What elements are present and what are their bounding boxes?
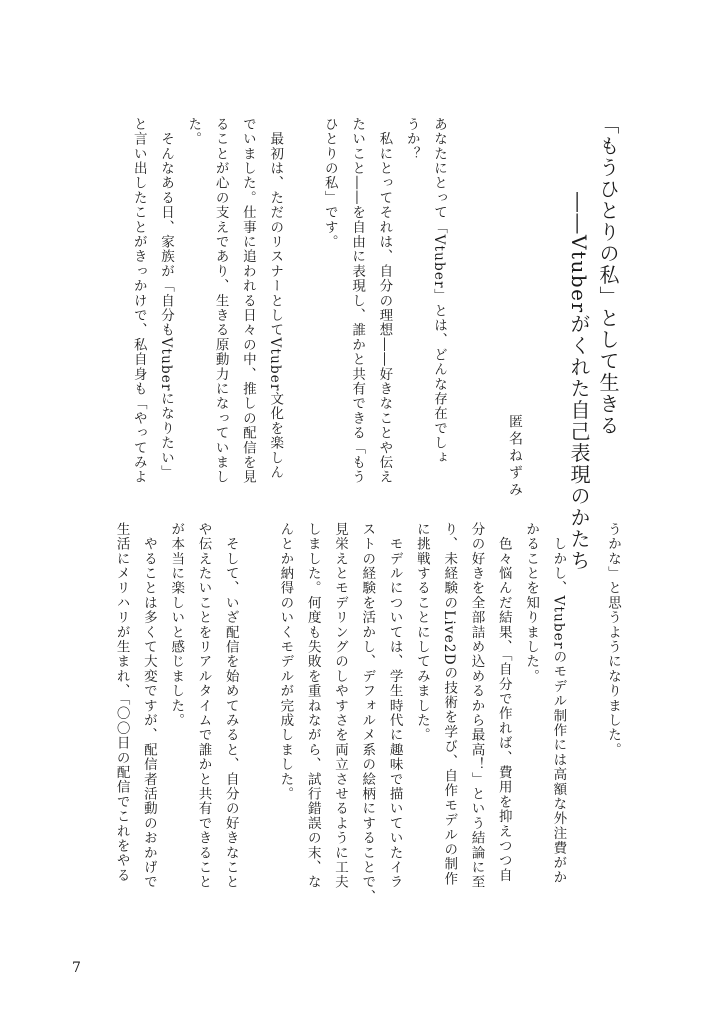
text-column: が本当に楽しいと感じました。	[168, 522, 185, 728]
text-column: ひとりの私」です。	[321, 117, 338, 250]
text-column: 見栄えとモデリングのしやすさを両立させるように工夫	[332, 522, 348, 890]
title-line-2: ――Vtuberがくれた自己表現のかたち	[567, 192, 591, 572]
text-column: そんなある日、家族が「自分もVtuberになりたい」	[158, 117, 174, 480]
author-name: 匿名ねずみ	[507, 414, 523, 499]
text-column: んとか納得のいくモデルが完成しました。	[277, 522, 294, 802]
text-column: 私にとってそれは、自分の理想――好きなことや伝え	[376, 117, 393, 485]
text-column: 色々悩んだ結果、「自分で作れば、費用を抑えつつ自	[495, 522, 512, 883]
text-column: モデルについては、学生時代に趣味で描いていたイラ	[386, 522, 403, 890]
text-column: でいました。仕事に追われる日々の中、推しの配信を見	[239, 117, 256, 485]
text-column: そして、いざ配信を始めてみると、自分の好きなこと	[222, 522, 239, 890]
title-line-1: 「もうひとりの私」として生きる	[596, 114, 620, 437]
text-column: うか？	[403, 117, 420, 162]
text-column: 分の好きを全部詰め込めるから最高！」という結論に至	[468, 522, 485, 890]
text-column: あなたにとって「Vtuber」とは、どんな存在でしょ	[431, 117, 447, 466]
text-column: かることを知りました。	[523, 522, 540, 684]
text-column: 生活にメリハリが生まれ、「〇〇日の配信でこれをやる	[113, 522, 130, 883]
text-column: たいこと――を自由に表現し、誰かと共有できる「もう	[349, 117, 366, 485]
text-column: しかし、Vtuberのモデル制作には高額な外注費がか	[550, 522, 567, 885]
page-number: 7	[72, 960, 81, 976]
text-column: と言い出したことがきっかけで、私自身も「やってみよ	[130, 117, 147, 485]
text-column: しました。何度も失敗を重ねながら、試行錯誤の末、な	[304, 522, 321, 890]
text-column: 最初は、ただのリスナーとしてVtuber文化を楽しん	[267, 117, 284, 480]
text-column: やることは多くて大変ですが、配信者活動のおかげで	[140, 522, 157, 890]
text-column: り、未経験のLive2Dの技術を学び、自作モデルの制作	[441, 522, 458, 887]
text-column: ストの経験を活かし、デフォルメ系の絵柄にすることで、	[359, 522, 376, 905]
text-column: や伝えたいことをリアルタイムで誰かと共有できること	[195, 522, 212, 890]
text-column: ることが心の支えであり、生きる原動力になっていまし	[212, 117, 229, 485]
text-column: た。	[185, 117, 202, 147]
text-column: うかな」と思うようになりました。	[605, 522, 621, 758]
text-column: に挑戦することにしてみました。	[413, 522, 430, 743]
